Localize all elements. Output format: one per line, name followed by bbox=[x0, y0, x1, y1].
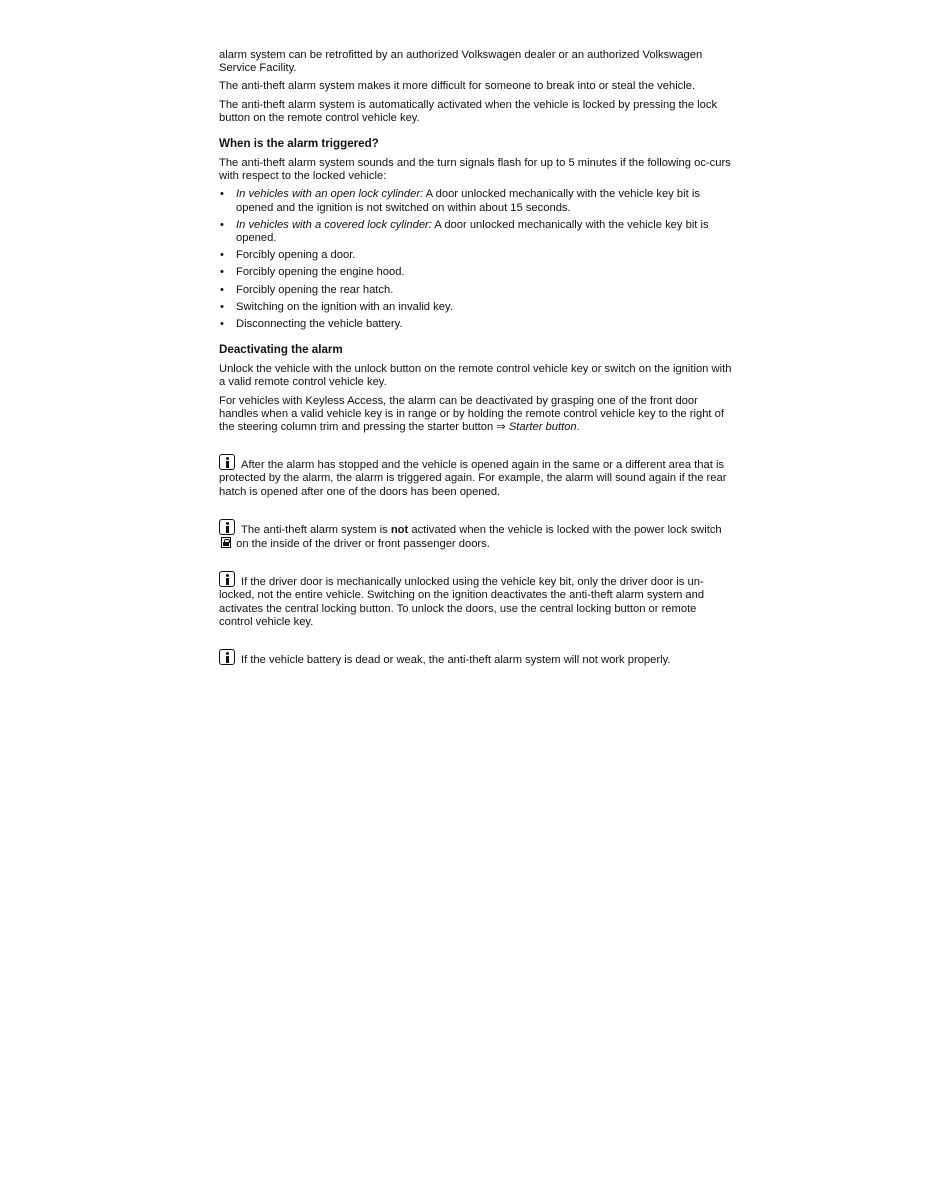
power-lock-switch-icon bbox=[221, 537, 231, 548]
intro-paragraph-2: The anti-theft alarm system makes it more difficult for someone to break into or steal the vehicle. bbox=[219, 80, 696, 93]
note-text: After the alarm has stopped and the vehicle is opened again in the same or a different area that is protected by the alarm, the alarm is triggered again. For example, the alarm will sound again if the rear hatch is opened after one of the doors has been opened. bbox=[219, 459, 727, 498]
emphasis-not: not bbox=[390, 523, 409, 536]
list-item-text: A door unlocked mechanically with the vehicle key bit is opened. bbox=[236, 218, 709, 245]
cross-reference-arrow-icon: ⇒ bbox=[496, 421, 506, 434]
bullet-icon: • bbox=[220, 283, 224, 296]
note-text: If the vehicle battery is dead or weak, the anti-theft alarm system will not work properly. bbox=[241, 654, 671, 667]
info-icon bbox=[219, 519, 235, 535]
section-heading-deactivating: Deactivating the alarm bbox=[219, 343, 343, 357]
list-item bbox=[219, 266, 733, 279]
info-icon bbox=[219, 571, 235, 587]
list-item bbox=[219, 318, 733, 331]
manual-page bbox=[219, 49, 733, 667]
info-icon bbox=[219, 649, 235, 665]
cross-reference-link[interactable]: Starter button bbox=[508, 421, 577, 434]
trigger-list bbox=[219, 188, 733, 331]
note-text: If the driver door is mechanically unlocked using the vehicle key bit, only the driver door is un-locked, not the entire vehicle. Switching on the ignition deactivates the anti-theft alarm system and activates the central locking button. To unlock the doors, use the central locking button or remote control vehicle key. bbox=[219, 576, 705, 628]
list-item-lead: In vehicles with a covered lock cylinder: bbox=[236, 218, 432, 231]
note-1 bbox=[219, 454, 733, 499]
list-item-text: Switching on the ignition with an invalid key. bbox=[236, 300, 453, 313]
intro-paragraph-1: alarm system can be retrofitted by an authorized Volkswagen dealer or an authorized Volkswagen Service Facility. bbox=[219, 49, 703, 75]
list-item-text: A door unlocked mechanically with the vehicle key bit is opened and the ignition is not switched on within about 15 seconds. bbox=[236, 188, 700, 214]
note-2: The anti-theft alarm system is not activated when the vehicle is locked with the power lock switch on the inside of the driver or front passenger doors. bbox=[219, 519, 733, 551]
list-item-lead: In vehicles with an open lock cylinder: bbox=[236, 188, 424, 201]
list-item-text: Forcibly opening a door. bbox=[236, 249, 356, 262]
note-4 bbox=[219, 649, 733, 667]
deactivating-paragraph-2: For vehicles with Keyless Access, the alarm can be deactivated by grasping one of the front door handles when a valid vehicle key is in range or by holding the remote control vehicle key to the right of the steering column trim and pressing the starter button ⇒ Starter button. bbox=[219, 394, 724, 434]
bullet-icon: • bbox=[220, 188, 224, 201]
list-item bbox=[219, 249, 733, 262]
note-3 bbox=[219, 571, 733, 629]
list-item-text: Forcibly opening the engine hood. bbox=[236, 266, 405, 279]
list-item bbox=[219, 219, 733, 245]
bullet-icon: • bbox=[220, 218, 224, 231]
info-icon bbox=[219, 454, 235, 470]
intro-paragraph-3: The anti-theft alarm system is automatically activated when the vehicle is locked by pressing the lock button on the remote control vehicle key. bbox=[219, 98, 718, 124]
list-item bbox=[219, 188, 733, 214]
list-item bbox=[219, 284, 733, 297]
bullet-icon: • bbox=[220, 300, 224, 313]
bullet-icon: • bbox=[220, 266, 224, 279]
list-item bbox=[219, 301, 733, 314]
list-item-text: Disconnecting the vehicle battery. bbox=[236, 318, 403, 331]
bullet-icon: • bbox=[220, 249, 224, 262]
bullet-icon: • bbox=[220, 318, 224, 331]
list-item-text: Forcibly opening the rear hatch. bbox=[236, 283, 394, 296]
triggered-intro: The anti-theft alarm system sounds and the turn signals flash for up to 5 minutes if the following oc-curs with respect to the locked vehicle: bbox=[219, 157, 731, 183]
section-heading-triggered: When is the alarm triggered? bbox=[219, 137, 379, 151]
deactivating-paragraph-1: Unlock the vehicle with the unlock button on the remote control vehicle key or switch on the ignition with a valid remote control vehicle key. bbox=[219, 363, 732, 389]
